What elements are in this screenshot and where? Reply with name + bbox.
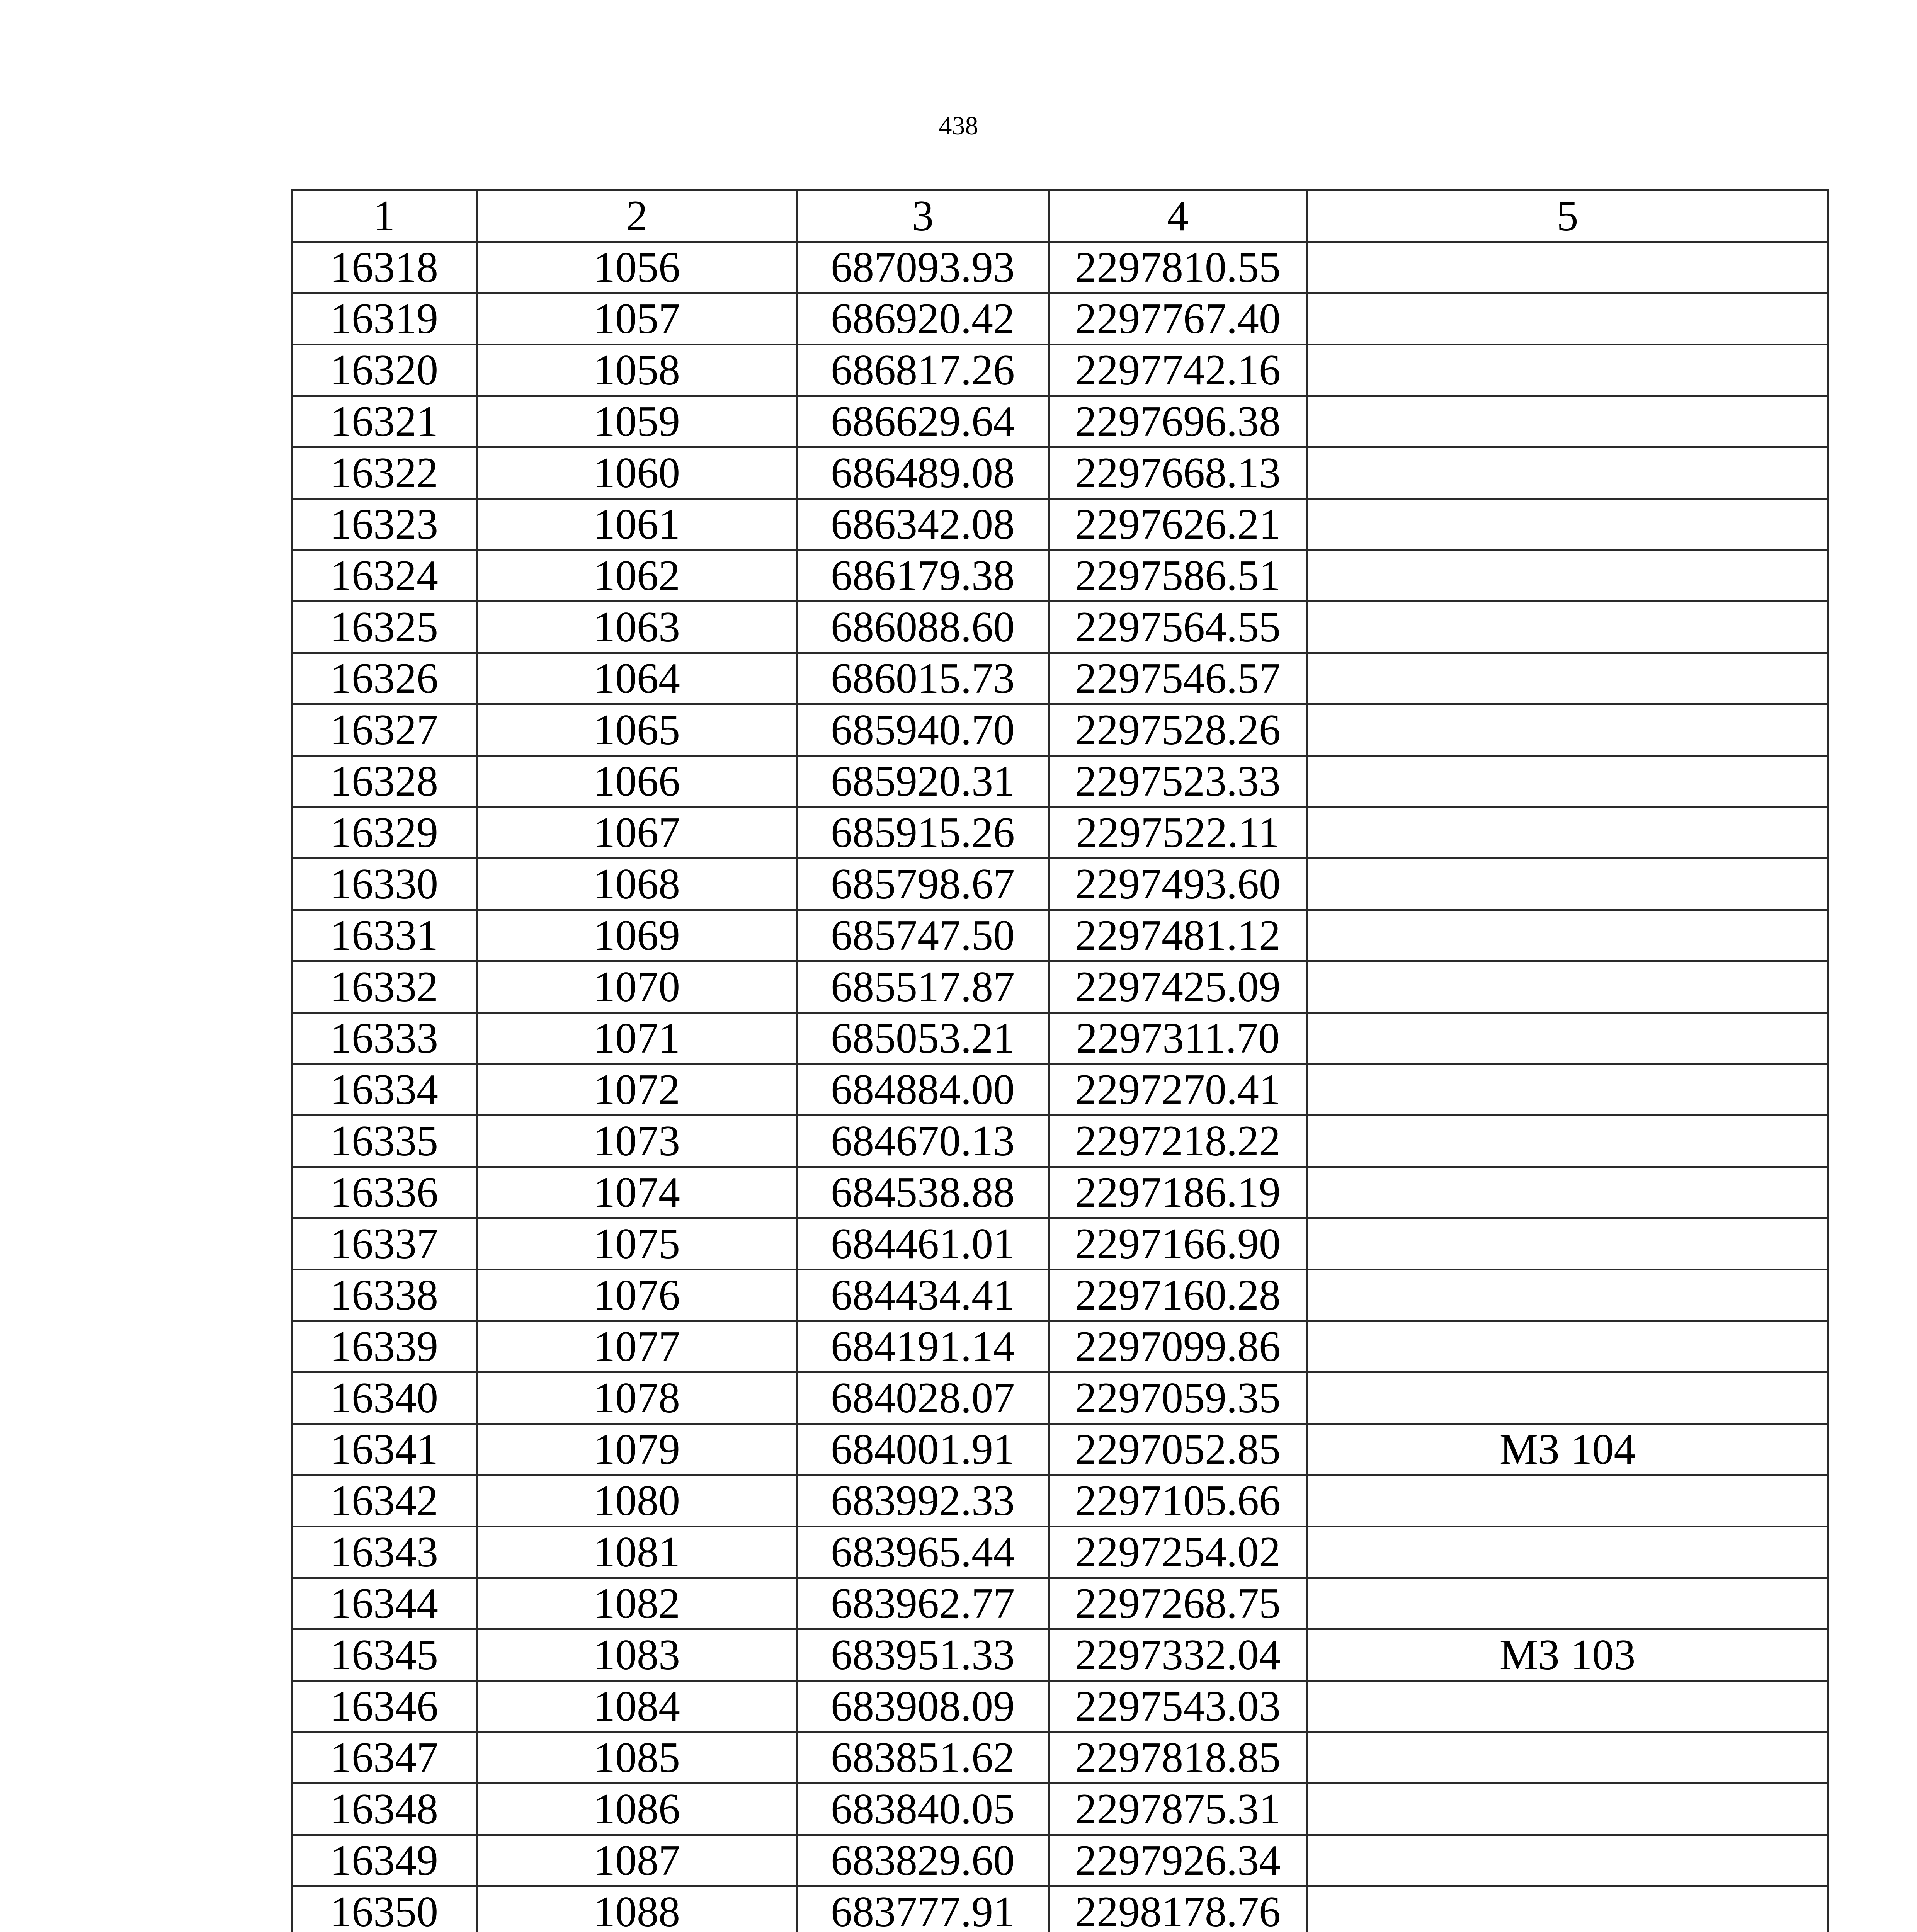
cell-x-coordinate: 686342.08 <box>797 499 1049 550</box>
table-row <box>292 1116 1828 1167</box>
cell-index: 1062 <box>477 550 797 602</box>
cell-note <box>1307 396 1828 447</box>
cell-x-coordinate: 683840.05 <box>797 1784 1049 1835</box>
cell-y-coordinate: 2297311.70 <box>1049 1013 1307 1064</box>
cell-note <box>1307 961 1828 1013</box>
table-row <box>292 602 1828 653</box>
cell-index: 1077 <box>477 1321 797 1372</box>
cell-note <box>1307 1013 1828 1064</box>
table-row <box>292 756 1828 807</box>
table-row <box>292 1475 1828 1527</box>
cell-y-coordinate: 2297105.66 <box>1049 1475 1307 1527</box>
cell-x-coordinate: 687093.93 <box>797 242 1049 293</box>
cell-point-number: 16318 <box>292 242 477 293</box>
table-row <box>292 1629 1828 1681</box>
cell-point-number: 16320 <box>292 345 477 396</box>
cell-x-coordinate: 684670.13 <box>797 1116 1049 1167</box>
cell-index: 1060 <box>477 447 797 499</box>
cell-x-coordinate: 685915.26 <box>797 807 1049 859</box>
cell-index: 1076 <box>477 1270 797 1321</box>
table-row <box>292 1681 1828 1732</box>
cell-index: 1088 <box>477 1886 797 1932</box>
cell-y-coordinate: 2297052.85 <box>1049 1424 1307 1475</box>
cell-y-coordinate: 2297522.11 <box>1049 807 1307 859</box>
cell-x-coordinate: 685798.67 <box>797 859 1049 910</box>
table-row <box>292 961 1828 1013</box>
cell-point-number: 16328 <box>292 756 477 807</box>
cell-note <box>1307 447 1828 499</box>
table-row <box>292 910 1828 961</box>
cell-note <box>1307 1732 1828 1784</box>
cell-point-number: 16342 <box>292 1475 477 1527</box>
cell-index: 1080 <box>477 1475 797 1527</box>
cell-index: 1069 <box>477 910 797 961</box>
cell-note <box>1307 293 1828 345</box>
cell-x-coordinate: 686088.60 <box>797 602 1049 653</box>
cell-index: 1059 <box>477 396 797 447</box>
cell-point-number: 16343 <box>292 1527 477 1578</box>
cell-note <box>1307 1321 1828 1372</box>
cell-note <box>1307 1064 1828 1116</box>
cell-x-coordinate: 683908.09 <box>797 1681 1049 1732</box>
table-row <box>292 1218 1828 1270</box>
cell-note <box>1307 550 1828 602</box>
table-row <box>292 1732 1828 1784</box>
cell-y-coordinate: 2297818.85 <box>1049 1732 1307 1784</box>
column-header: 5 <box>1307 190 1828 242</box>
cell-x-coordinate: 686817.26 <box>797 345 1049 396</box>
cell-x-coordinate: 684001.91 <box>797 1424 1049 1475</box>
cell-x-coordinate: 683992.33 <box>797 1475 1049 1527</box>
cell-y-coordinate: 2297481.12 <box>1049 910 1307 961</box>
cell-note: МЗ 104 <box>1307 1424 1828 1475</box>
cell-index: 1074 <box>477 1167 797 1218</box>
cell-point-number: 16325 <box>292 602 477 653</box>
cell-point-number: 16324 <box>292 550 477 602</box>
cell-y-coordinate: 2297586.51 <box>1049 550 1307 602</box>
cell-note <box>1307 1886 1828 1932</box>
table-row <box>292 1013 1828 1064</box>
cell-note <box>1307 242 1828 293</box>
cell-index: 1057 <box>477 293 797 345</box>
cell-x-coordinate: 685940.70 <box>797 704 1049 756</box>
cell-note <box>1307 1372 1828 1424</box>
cell-y-coordinate: 2297926.34 <box>1049 1835 1307 1886</box>
cell-point-number: 16322 <box>292 447 477 499</box>
cell-note <box>1307 602 1828 653</box>
table-row <box>292 447 1828 499</box>
table-row <box>292 859 1828 910</box>
cell-x-coordinate: 683777.91 <box>797 1886 1049 1932</box>
table-row <box>292 242 1828 293</box>
cell-point-number: 16331 <box>292 910 477 961</box>
table-header-row <box>292 190 1828 242</box>
cell-note <box>1307 1681 1828 1732</box>
cell-index: 1075 <box>477 1218 797 1270</box>
cell-index: 1085 <box>477 1732 797 1784</box>
cell-index: 1058 <box>477 345 797 396</box>
cell-index: 1068 <box>477 859 797 910</box>
cell-y-coordinate: 2297696.38 <box>1049 396 1307 447</box>
table-row <box>292 807 1828 859</box>
cell-point-number: 16329 <box>292 807 477 859</box>
cell-y-coordinate: 2297742.16 <box>1049 345 1307 396</box>
table-row <box>292 704 1828 756</box>
table-row <box>292 653 1828 704</box>
cell-note <box>1307 653 1828 704</box>
cell-y-coordinate: 2297493.60 <box>1049 859 1307 910</box>
cell-y-coordinate: 2297528.26 <box>1049 704 1307 756</box>
cell-index: 1056 <box>477 242 797 293</box>
cell-point-number: 16341 <box>292 1424 477 1475</box>
cell-x-coordinate: 686920.42 <box>797 293 1049 345</box>
table-row <box>292 1835 1828 1886</box>
cell-point-number: 16348 <box>292 1784 477 1835</box>
cell-point-number: 16335 <box>292 1116 477 1167</box>
cell-x-coordinate: 686489.08 <box>797 447 1049 499</box>
cell-x-coordinate: 683829.60 <box>797 1835 1049 1886</box>
cell-index: 1071 <box>477 1013 797 1064</box>
cell-y-coordinate: 2297166.90 <box>1049 1218 1307 1270</box>
cell-point-number: 16349 <box>292 1835 477 1886</box>
cell-y-coordinate: 2297218.22 <box>1049 1116 1307 1167</box>
cell-index: 1070 <box>477 961 797 1013</box>
cell-x-coordinate: 686015.73 <box>797 653 1049 704</box>
table-row <box>292 345 1828 396</box>
cell-point-number: 16345 <box>292 1629 477 1681</box>
page-number: 438 <box>939 111 978 140</box>
cell-point-number: 16338 <box>292 1270 477 1321</box>
cell-y-coordinate: 2297767.40 <box>1049 293 1307 345</box>
cell-index: 1081 <box>477 1527 797 1578</box>
cell-y-coordinate: 2297186.19 <box>1049 1167 1307 1218</box>
cell-index: 1067 <box>477 807 797 859</box>
table-row <box>292 1372 1828 1424</box>
cell-y-coordinate: 2297099.86 <box>1049 1321 1307 1372</box>
cell-x-coordinate: 685053.21 <box>797 1013 1049 1064</box>
cell-note <box>1307 704 1828 756</box>
column-header: 1 <box>292 190 477 242</box>
cell-note <box>1307 499 1828 550</box>
cell-point-number: 16321 <box>292 396 477 447</box>
cell-index: 1079 <box>477 1424 797 1475</box>
cell-point-number: 16323 <box>292 499 477 550</box>
cell-index: 1063 <box>477 602 797 653</box>
table-body <box>292 242 1828 1932</box>
cell-x-coordinate: 683851.62 <box>797 1732 1049 1784</box>
cell-point-number: 16339 <box>292 1321 477 1372</box>
cell-x-coordinate: 684434.41 <box>797 1270 1049 1321</box>
cell-note <box>1307 1167 1828 1218</box>
cell-point-number: 16337 <box>292 1218 477 1270</box>
cell-x-coordinate: 684884.00 <box>797 1064 1049 1116</box>
cell-note <box>1307 1270 1828 1321</box>
cell-index: 1082 <box>477 1578 797 1629</box>
table-row <box>292 1784 1828 1835</box>
cell-y-coordinate: 2297810.55 <box>1049 242 1307 293</box>
cell-y-coordinate: 2297268.75 <box>1049 1578 1307 1629</box>
cell-index: 1073 <box>477 1116 797 1167</box>
cell-note <box>1307 345 1828 396</box>
cell-index: 1078 <box>477 1372 797 1424</box>
cell-x-coordinate: 683965.44 <box>797 1527 1049 1578</box>
cell-y-coordinate: 2297160.28 <box>1049 1270 1307 1321</box>
cell-point-number: 16340 <box>292 1372 477 1424</box>
cell-y-coordinate: 2297543.03 <box>1049 1681 1307 1732</box>
cell-index: 1064 <box>477 653 797 704</box>
cell-x-coordinate: 685747.50 <box>797 910 1049 961</box>
table-row <box>292 499 1828 550</box>
coordinates-table <box>291 189 1829 1932</box>
table-row <box>292 1527 1828 1578</box>
cell-note <box>1307 1578 1828 1629</box>
table-row <box>292 396 1828 447</box>
cell-x-coordinate: 685920.31 <box>797 756 1049 807</box>
cell-x-coordinate: 686629.64 <box>797 396 1049 447</box>
table-row <box>292 1578 1828 1629</box>
cell-note <box>1307 756 1828 807</box>
table-row <box>292 1886 1828 1932</box>
table-row <box>292 1064 1828 1116</box>
cell-point-number: 16336 <box>292 1167 477 1218</box>
cell-index: 1083 <box>477 1629 797 1681</box>
cell-y-coordinate: 2297564.55 <box>1049 602 1307 653</box>
cell-x-coordinate: 684191.14 <box>797 1321 1049 1372</box>
table-row <box>292 1321 1828 1372</box>
cell-y-coordinate: 2297254.02 <box>1049 1527 1307 1578</box>
cell-index: 1084 <box>477 1681 797 1732</box>
cell-x-coordinate: 684461.01 <box>797 1218 1049 1270</box>
cell-y-coordinate: 2298178.76 <box>1049 1886 1307 1932</box>
cell-y-coordinate: 2297425.09 <box>1049 961 1307 1013</box>
column-header: 2 <box>477 190 797 242</box>
cell-index: 1066 <box>477 756 797 807</box>
cell-x-coordinate: 686179.38 <box>797 550 1049 602</box>
table-row <box>292 1424 1828 1475</box>
cell-index: 1061 <box>477 499 797 550</box>
cell-x-coordinate: 685517.87 <box>797 961 1049 1013</box>
cell-note <box>1307 1475 1828 1527</box>
cell-x-coordinate: 684538.88 <box>797 1167 1049 1218</box>
cell-point-number: 16334 <box>292 1064 477 1116</box>
cell-point-number: 16346 <box>292 1681 477 1732</box>
table-row <box>292 1167 1828 1218</box>
cell-note <box>1307 1218 1828 1270</box>
cell-point-number: 16330 <box>292 859 477 910</box>
cell-note <box>1307 1116 1828 1167</box>
cell-note <box>1307 859 1828 910</box>
cell-index: 1072 <box>477 1064 797 1116</box>
column-header: 3 <box>797 190 1049 242</box>
table-row <box>292 293 1828 345</box>
column-header: 4 <box>1049 190 1307 242</box>
cell-note: МЗ 103 <box>1307 1629 1828 1681</box>
cell-x-coordinate: 683962.77 <box>797 1578 1049 1629</box>
cell-y-coordinate: 2297523.33 <box>1049 756 1307 807</box>
cell-point-number: 16327 <box>292 704 477 756</box>
cell-point-number: 16326 <box>292 653 477 704</box>
cell-point-number: 16350 <box>292 1886 477 1932</box>
cell-index: 1065 <box>477 704 797 756</box>
cell-point-number: 16344 <box>292 1578 477 1629</box>
cell-note <box>1307 807 1828 859</box>
cell-y-coordinate: 2297875.31 <box>1049 1784 1307 1835</box>
cell-y-coordinate: 2297668.13 <box>1049 447 1307 499</box>
cell-index: 1086 <box>477 1784 797 1835</box>
cell-y-coordinate: 2297332.04 <box>1049 1629 1307 1681</box>
cell-note <box>1307 1835 1828 1886</box>
cell-point-number: 16319 <box>292 293 477 345</box>
cell-point-number: 16332 <box>292 961 477 1013</box>
cell-point-number: 16333 <box>292 1013 477 1064</box>
cell-y-coordinate: 2297626.21 <box>1049 499 1307 550</box>
cell-point-number: 16347 <box>292 1732 477 1784</box>
cell-y-coordinate: 2297270.41 <box>1049 1064 1307 1116</box>
table-row <box>292 1270 1828 1321</box>
cell-x-coordinate: 684028.07 <box>797 1372 1049 1424</box>
cell-note <box>1307 910 1828 961</box>
table-row <box>292 550 1828 602</box>
cell-note <box>1307 1784 1828 1835</box>
cell-x-coordinate: 683951.33 <box>797 1629 1049 1681</box>
cell-y-coordinate: 2297546.57 <box>1049 653 1307 704</box>
cell-y-coordinate: 2297059.35 <box>1049 1372 1307 1424</box>
cell-index: 1087 <box>477 1835 797 1886</box>
cell-note <box>1307 1527 1828 1578</box>
